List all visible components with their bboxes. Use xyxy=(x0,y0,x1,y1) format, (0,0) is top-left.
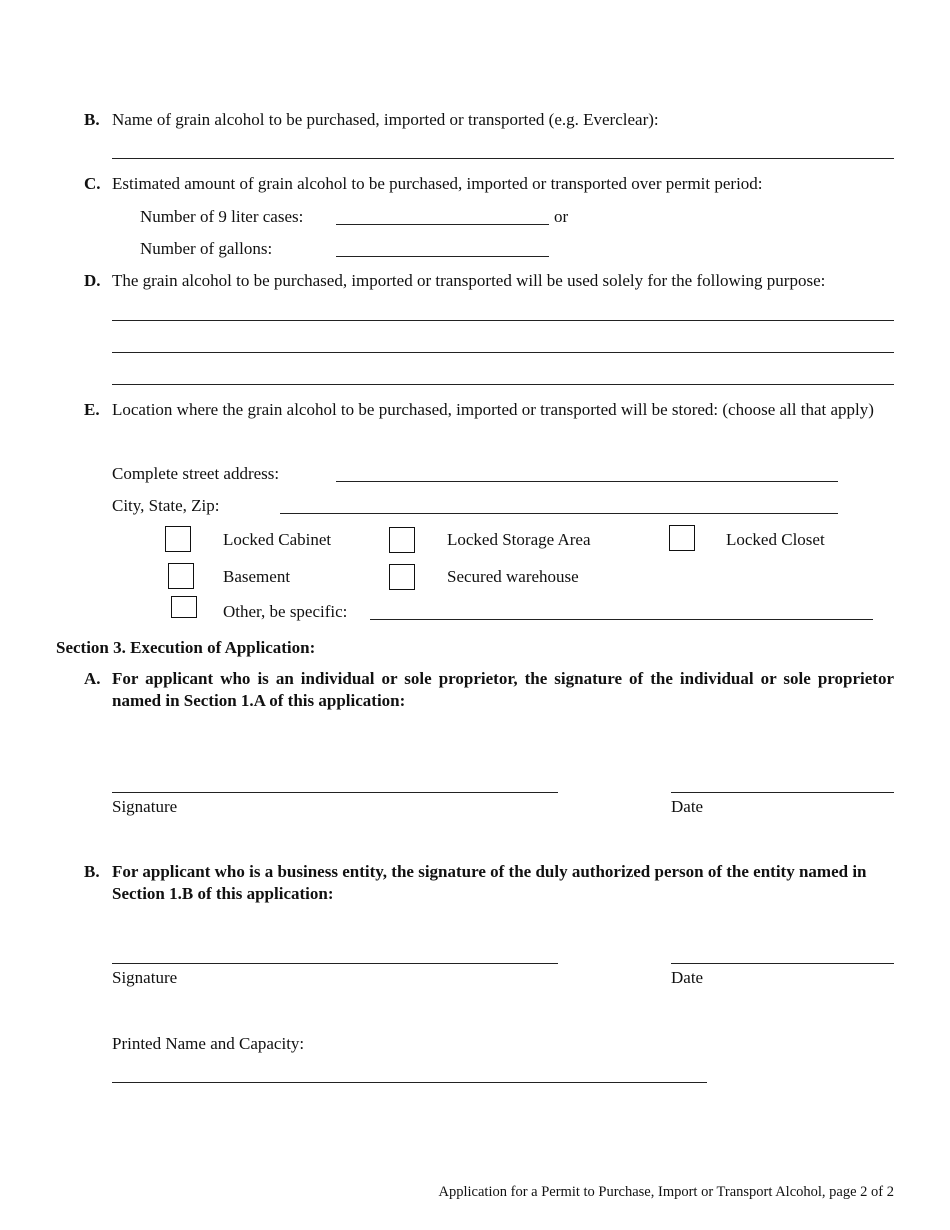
signature-a-field[interactable] xyxy=(112,792,558,793)
locked-closet-checkbox[interactable] xyxy=(669,525,695,551)
item-c-question: Estimated amount of grain alcohol to be purchased, imported or transported over permit period: xyxy=(112,174,763,193)
section-3-a-letter: A. xyxy=(84,669,101,688)
item-e-letter: E. xyxy=(84,400,100,419)
purpose-field-line-3[interactable] xyxy=(112,384,894,385)
gallons-field[interactable] xyxy=(336,256,549,257)
basement-checkbox[interactable] xyxy=(168,563,194,589)
other-checkbox[interactable] xyxy=(171,596,197,618)
cases-field[interactable] xyxy=(336,224,549,225)
item-b-letter: B. xyxy=(84,110,100,129)
item-d-letter: D. xyxy=(84,271,101,290)
locked-storage-area-label: Locked Storage Area xyxy=(447,530,591,549)
gallons-label: Number of gallons: xyxy=(140,239,273,258)
printed-name-field[interactable] xyxy=(112,1082,707,1083)
purpose-field-line-2[interactable] xyxy=(112,352,894,353)
secured-warehouse-label: Secured warehouse xyxy=(447,567,579,586)
or-text: or xyxy=(554,207,569,226)
other-specific-field[interactable] xyxy=(370,619,873,620)
date-a-label: Date xyxy=(671,797,704,816)
section-3-a-text: For applicant who is an individual or sole proprietor, the signature of the individual or sole proprietor named in Section 1.A of this application: xyxy=(112,669,894,711)
locked-closet-label: Locked Closet xyxy=(726,530,825,549)
date-b-label: Date xyxy=(671,968,704,987)
signature-a-label: Signature xyxy=(112,797,178,816)
locked-cabinet-label: Locked Cabinet xyxy=(223,530,332,549)
item-b-question: Name of grain alcohol to be purchased, imported or transported (e.g. Everclear): xyxy=(112,110,659,129)
city-state-zip-field[interactable] xyxy=(280,513,838,514)
basement-label: Basement xyxy=(223,567,291,586)
section-3-title: Section 3. Execution of Application: xyxy=(56,638,316,657)
secured-warehouse-checkbox[interactable] xyxy=(389,564,415,590)
locked-storage-area-checkbox[interactable] xyxy=(389,527,415,553)
street-address-field[interactable] xyxy=(336,481,838,482)
date-b-field[interactable] xyxy=(671,963,894,964)
section-3-b-letter: B. xyxy=(84,862,100,881)
date-a-field[interactable] xyxy=(671,792,894,793)
purpose-field-line-1[interactable] xyxy=(112,320,894,321)
section-3-b-text: For applicant who is a business entity, the signature of the duly authorized person of the entity named in Section 1.B of this application: xyxy=(112,862,867,904)
street-address-label: Complete street address: xyxy=(112,464,280,483)
locked-cabinet-checkbox[interactable] xyxy=(165,526,191,552)
other-label: Other, be specific: xyxy=(223,602,348,621)
grain-alcohol-name-field[interactable] xyxy=(112,158,894,159)
item-c-letter: C. xyxy=(84,174,101,193)
signature-b-label: Signature xyxy=(112,968,178,987)
item-e-question: Location where the grain alcohol to be purchased, imported or transported will be stored: (choose all that apply) xyxy=(112,400,874,419)
signature-b-field[interactable] xyxy=(112,963,558,964)
cases-label: Number of 9 liter cases: xyxy=(140,207,304,226)
item-d-question: The grain alcohol to be purchased, imported or transported will be used solely for the following purpose: xyxy=(112,271,826,290)
page-footer: Application for a Permit to Purchase, Import or Transport Alcohol, page 2 of 2 xyxy=(438,1184,894,1200)
city-state-zip-label: City, State, Zip: xyxy=(112,496,220,515)
printed-name-label: Printed Name and Capacity: xyxy=(112,1034,305,1053)
